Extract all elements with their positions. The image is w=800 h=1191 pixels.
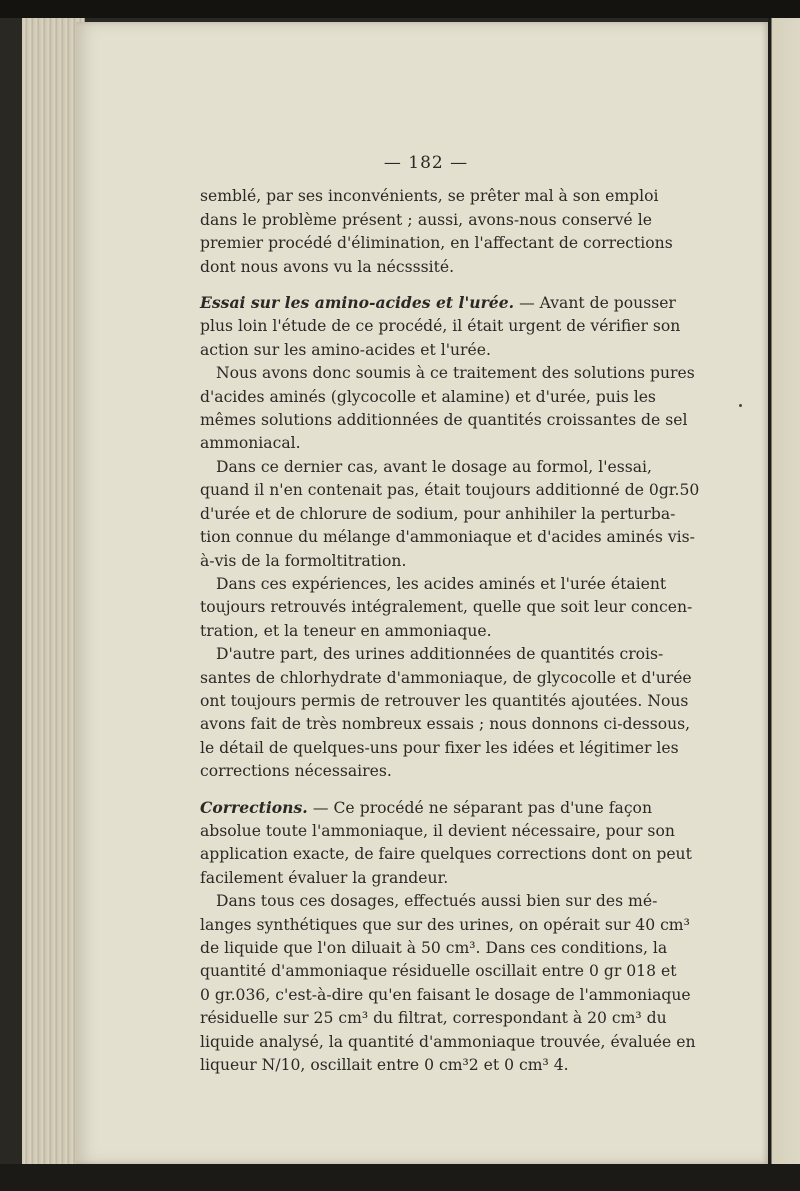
text-line: tion connue du mélange d'ammoniaque et d'acides aminés vis- <box>200 528 695 547</box>
paragraph-5 <box>200 643 692 783</box>
section-heading: Corrections. <box>200 797 308 817</box>
paragraph-2 <box>200 362 695 456</box>
text-line: premier procédé d'élimination, en l'affectant de corrections <box>200 234 673 253</box>
text-line: corrections nécessaires. <box>200 762 392 781</box>
text-line: le détail de quelques-uns pour fixer les idées et légitimer les <box>200 738 679 757</box>
text-line <box>200 796 652 820</box>
paragraph-4 <box>200 573 693 643</box>
text-line <box>200 291 676 315</box>
section-amino-acides <box>200 291 681 362</box>
text-line: avons fait de très nombreux essais ; nous donnons ci-dessous, <box>200 715 691 734</box>
text-fragment: — Ce procédé ne séparant pas d'une façon <box>312 798 652 817</box>
text-line: dont nous avons vu la nécsssité. <box>200 257 455 276</box>
paragraph-3 <box>200 456 700 573</box>
paper-speck <box>739 404 742 407</box>
text-line: à-vis de la formoltitration. <box>200 551 407 570</box>
text-line: plus loin l'étude de ce procédé, il était urgent de vérifier son <box>200 317 681 336</box>
text-line: de liquide que l'on diluait à 50 cm³. Dans ces conditions, la <box>200 939 668 957</box>
text-line: facilement évaluer la grandeur. <box>200 868 449 887</box>
text-line: semblé, par ses inconvénients, se prêter mal à son emploi <box>200 187 659 206</box>
section-heading: Essai sur les amino-acides et l'urée. <box>200 293 515 313</box>
text-line: Nous avons donc soumis à ce traitement des solutions pures <box>216 364 695 383</box>
text-line: d'acides aminés (glycocolle et alamine) et d'urée, puis les <box>200 387 656 406</box>
text-line: quantité d'ammoniaque résiduelle oscillait entre 0 gr 018 et <box>200 962 677 981</box>
book-page-edges-right <box>768 18 800 1170</box>
text-line: Dans ce dernier cas, avant le dosage au formol, l'essai, <box>216 457 652 476</box>
text-line: toujours retrouvés intégralement, quelle que soit leur concen- <box>200 598 693 617</box>
text-line: Dans ces expériences, les acides aminés et l'urée étaient <box>216 574 667 593</box>
text-line: santes de chlorhydrate d'ammoniaque, de glycocolle et d'urée <box>200 668 692 687</box>
text-line: quand il n'en contenait pas, était toujours additionné de 0gr.50 <box>200 481 700 500</box>
text-line: langes synthétiques que sur des urines, on opérait sur 40 cm³ <box>200 915 690 934</box>
text-line: absolue toute l'ammoniaque, il devient nécessaire, pour son <box>200 821 675 840</box>
text-line: Dans tous ces dosages, effectués aussi bien sur des mé- <box>216 892 658 911</box>
text-line: application exacte, de faire quelques corrections dont on peut <box>200 845 692 864</box>
text-line: ammoniacal. <box>200 434 301 453</box>
page-text <box>200 152 700 1077</box>
text-line: dans le problème présent ; aussi, avons-nous conservé le <box>200 210 652 229</box>
text-line: mêmes solutions additionnées de quantités croissantes de sel <box>200 411 688 430</box>
text-fragment: — Avant de pousser <box>519 294 676 313</box>
text-line: 0 gr.036, c'est-à-dire qu'en faisant le dosage de l'ammoniaque <box>200 985 691 1004</box>
text-line: tration, et la teneur en ammoniaque. <box>200 621 492 640</box>
text-line: d'urée et de chlorure de sodium, pour anhihiler la perturba- <box>200 504 676 523</box>
text-line: action sur les amino-acides et l'urée. <box>200 340 491 359</box>
paragraph-1 <box>200 185 673 279</box>
text-line: ont toujours permis de retrouver les quantités ajoutées. Nous <box>200 691 689 710</box>
page-number: — 182 — <box>383 153 469 173</box>
text-line: liqueur N/10, oscillait entre 0 cm³2 et 0 cm³ 4. <box>200 1056 569 1075</box>
text-line: liquide analysé, la quantité d'ammoniaque trouvée, évaluée en <box>200 1032 696 1051</box>
section-corrections <box>200 796 692 891</box>
text-line: résiduelle sur 25 cm³ du filtrat, correspondant à 20 cm³ du <box>200 1009 667 1028</box>
scan-top-edge <box>0 0 800 18</box>
text-line: D'autre part, des urines additionnées de quantités crois- <box>216 645 664 664</box>
paragraph-6 <box>200 890 696 1077</box>
scan-bottom-edge <box>0 1164 800 1191</box>
